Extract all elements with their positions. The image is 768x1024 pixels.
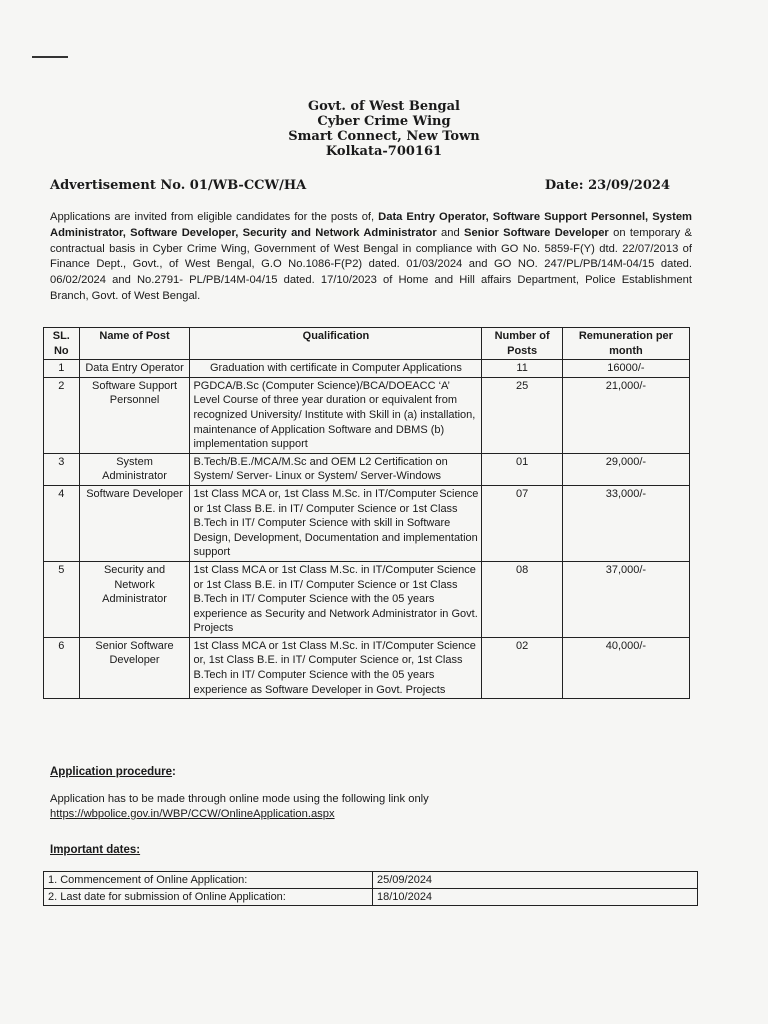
intro-text-1: Applications are invited from eligible candidates for the posts of, bbox=[50, 211, 379, 223]
cell-remuneration: 33,000/- bbox=[562, 485, 689, 561]
table-row bbox=[44, 561, 690, 637]
application-link[interactable]: https://wbpolice.gov.in/WBP/CCW/OnlineApplication.aspx bbox=[50, 808, 335, 820]
cell-remuneration: 37,000/- bbox=[562, 561, 689, 637]
cell-number: 02 bbox=[482, 637, 562, 698]
table-row bbox=[44, 889, 698, 906]
cell-number: 07 bbox=[482, 485, 562, 561]
cell-qualification: 1st Class MCA or 1st Class M.Sc. in IT/Computer Science or, 1st Class B.E. in IT/ Computer Science or, 1st Class B.Tech in IT/ Computer Science with the 05 years experience as Software Developer in Govt. Projects bbox=[190, 637, 482, 698]
cell-qualification: Graduation with certificate in Computer Applications bbox=[190, 360, 482, 378]
header-remuneration: Remuneration per month bbox=[562, 328, 689, 360]
cell-qualification: B.Tech/B.E./MCA/M.Sc and OEM L2 Certification on System/ Server- Linux or System/ Server-Windows bbox=[190, 453, 482, 485]
procedure-title: Application procedure bbox=[50, 766, 173, 778]
header-sl-no: SL. No bbox=[44, 328, 80, 360]
procedure-text: Application has to be made through online mode using the following link only bbox=[50, 793, 429, 805]
date-label: 1. Commencement of Online Application: bbox=[44, 872, 373, 889]
cell-number: 11 bbox=[482, 360, 562, 378]
cell-sl: 3 bbox=[44, 453, 80, 485]
header-line-2: Cyber Crime Wing bbox=[317, 114, 451, 129]
advertisement-row bbox=[50, 178, 670, 196]
dates-heading: Important dates: bbox=[50, 844, 141, 856]
cell-sl: 2 bbox=[44, 377, 80, 453]
posts-table-header bbox=[44, 328, 690, 360]
cell-qualification: 1st Class MCA or, 1st Class M.Sc. in IT/Computer Science or 1st Class B.E. in IT/ Computer Science or 1st Class B.Tech in IT/ Computer Science with skill in Software Design, Development, Documentation and implementation support bbox=[190, 485, 482, 561]
cell-remuneration: 29,000/- bbox=[562, 453, 689, 485]
cell-post-name: Security and Network Administrator bbox=[79, 561, 190, 637]
cell-post-name: System Administrator bbox=[79, 453, 190, 485]
cell-post-name: Software Developer bbox=[79, 485, 190, 561]
corner-mark bbox=[32, 56, 68, 58]
cell-number: 01 bbox=[482, 453, 562, 485]
date-value: 25/09/2024 bbox=[373, 872, 698, 889]
cell-sl: 5 bbox=[44, 561, 80, 637]
table-row bbox=[44, 377, 690, 453]
header-name-of-post: Name of Post bbox=[79, 328, 190, 360]
cell-number: 25 bbox=[482, 377, 562, 453]
cell-remuneration: 16000/- bbox=[562, 360, 689, 378]
intro-last-post: Senior Software Developer bbox=[464, 226, 609, 239]
intro-paragraph bbox=[50, 210, 692, 305]
intro-posts: Data Entry Operator, Software Support Personnel, System Administrator, Software Developer, Security and Network Administrator bbox=[50, 211, 692, 239]
header-line-3: Smart Connect, New Town bbox=[288, 129, 480, 144]
cell-number: 08 bbox=[482, 561, 562, 637]
table-row bbox=[44, 360, 690, 378]
cell-post-name: Software Support Personnel bbox=[79, 377, 190, 453]
cell-qualification: 1st Class MCA or 1st Class M.Sc. in IT/Computer Science or 1st Class B.E. in IT/ Computer Science or 1st Class B.Tech in IT/ Computer Science with the 05 years experience as Security and Network Administrator in Govt. Projects bbox=[190, 561, 482, 637]
procedure-heading bbox=[50, 766, 176, 778]
important-dates-table bbox=[43, 871, 698, 906]
advertisement-number: Advertisement No. 01/WB-CCW/HA bbox=[50, 178, 307, 193]
cell-remuneration: 40,000/- bbox=[562, 637, 689, 698]
cell-sl: 1 bbox=[44, 360, 80, 378]
date-value: 18/10/2024 bbox=[373, 889, 698, 906]
intro-and: and bbox=[436, 226, 464, 239]
cell-remuneration: 21,000/- bbox=[562, 377, 689, 453]
advertisement-date: Date: 23/09/2024 bbox=[544, 178, 670, 193]
table-row bbox=[44, 637, 690, 698]
date-label: 2. Last date for submission of Online Application: bbox=[44, 889, 373, 906]
header-line-1: Govt. of West Bengal bbox=[308, 99, 460, 114]
procedure-body bbox=[50, 792, 429, 822]
header-number-of-posts: Number of Posts bbox=[482, 328, 562, 360]
letterhead bbox=[0, 99, 768, 159]
posts-table bbox=[43, 327, 690, 699]
header-qualification: Qualification bbox=[190, 328, 482, 360]
intro-text-2: on temporary & contractual basis in Cyber Crime Wing, Government of West Bengal in compliance with GO No. 5859-F(Y) dtd. 22/07/2013 of Finance Dept., Govt., of West Bengal, G.O No.1086-F(P2) dated. 01/03/2024 and GO NO. 247/PL/PB/14M-04/15 dated. 06/02/2024 and No.2791- PL/PB/14M-04/15 dated. 17/10/2023 of Home and Hill affairs Department, Police Establishment Branch, Govt. of West Bengal. bbox=[50, 226, 693, 302]
cell-post-name: Data Entry Operator bbox=[79, 360, 190, 378]
cell-qualification: PGDCA/B.Sc (Computer Science)/BCA/DOEACC ‘A’ Level Course of three year duration or equivalent from recognized University/ Institute with Skill in (a) installation, maintenance of Application Software and DBMS (b) implementation support bbox=[190, 377, 482, 453]
cell-post-name: Senior Software Developer bbox=[79, 637, 190, 698]
table-row bbox=[44, 453, 690, 485]
procedure-title-colon: : bbox=[172, 766, 176, 778]
cell-sl: 4 bbox=[44, 485, 80, 561]
table-row bbox=[44, 485, 690, 561]
cell-sl: 6 bbox=[44, 637, 80, 698]
table-row bbox=[44, 872, 698, 889]
header-line-4: Kolkata-700161 bbox=[325, 144, 443, 159]
